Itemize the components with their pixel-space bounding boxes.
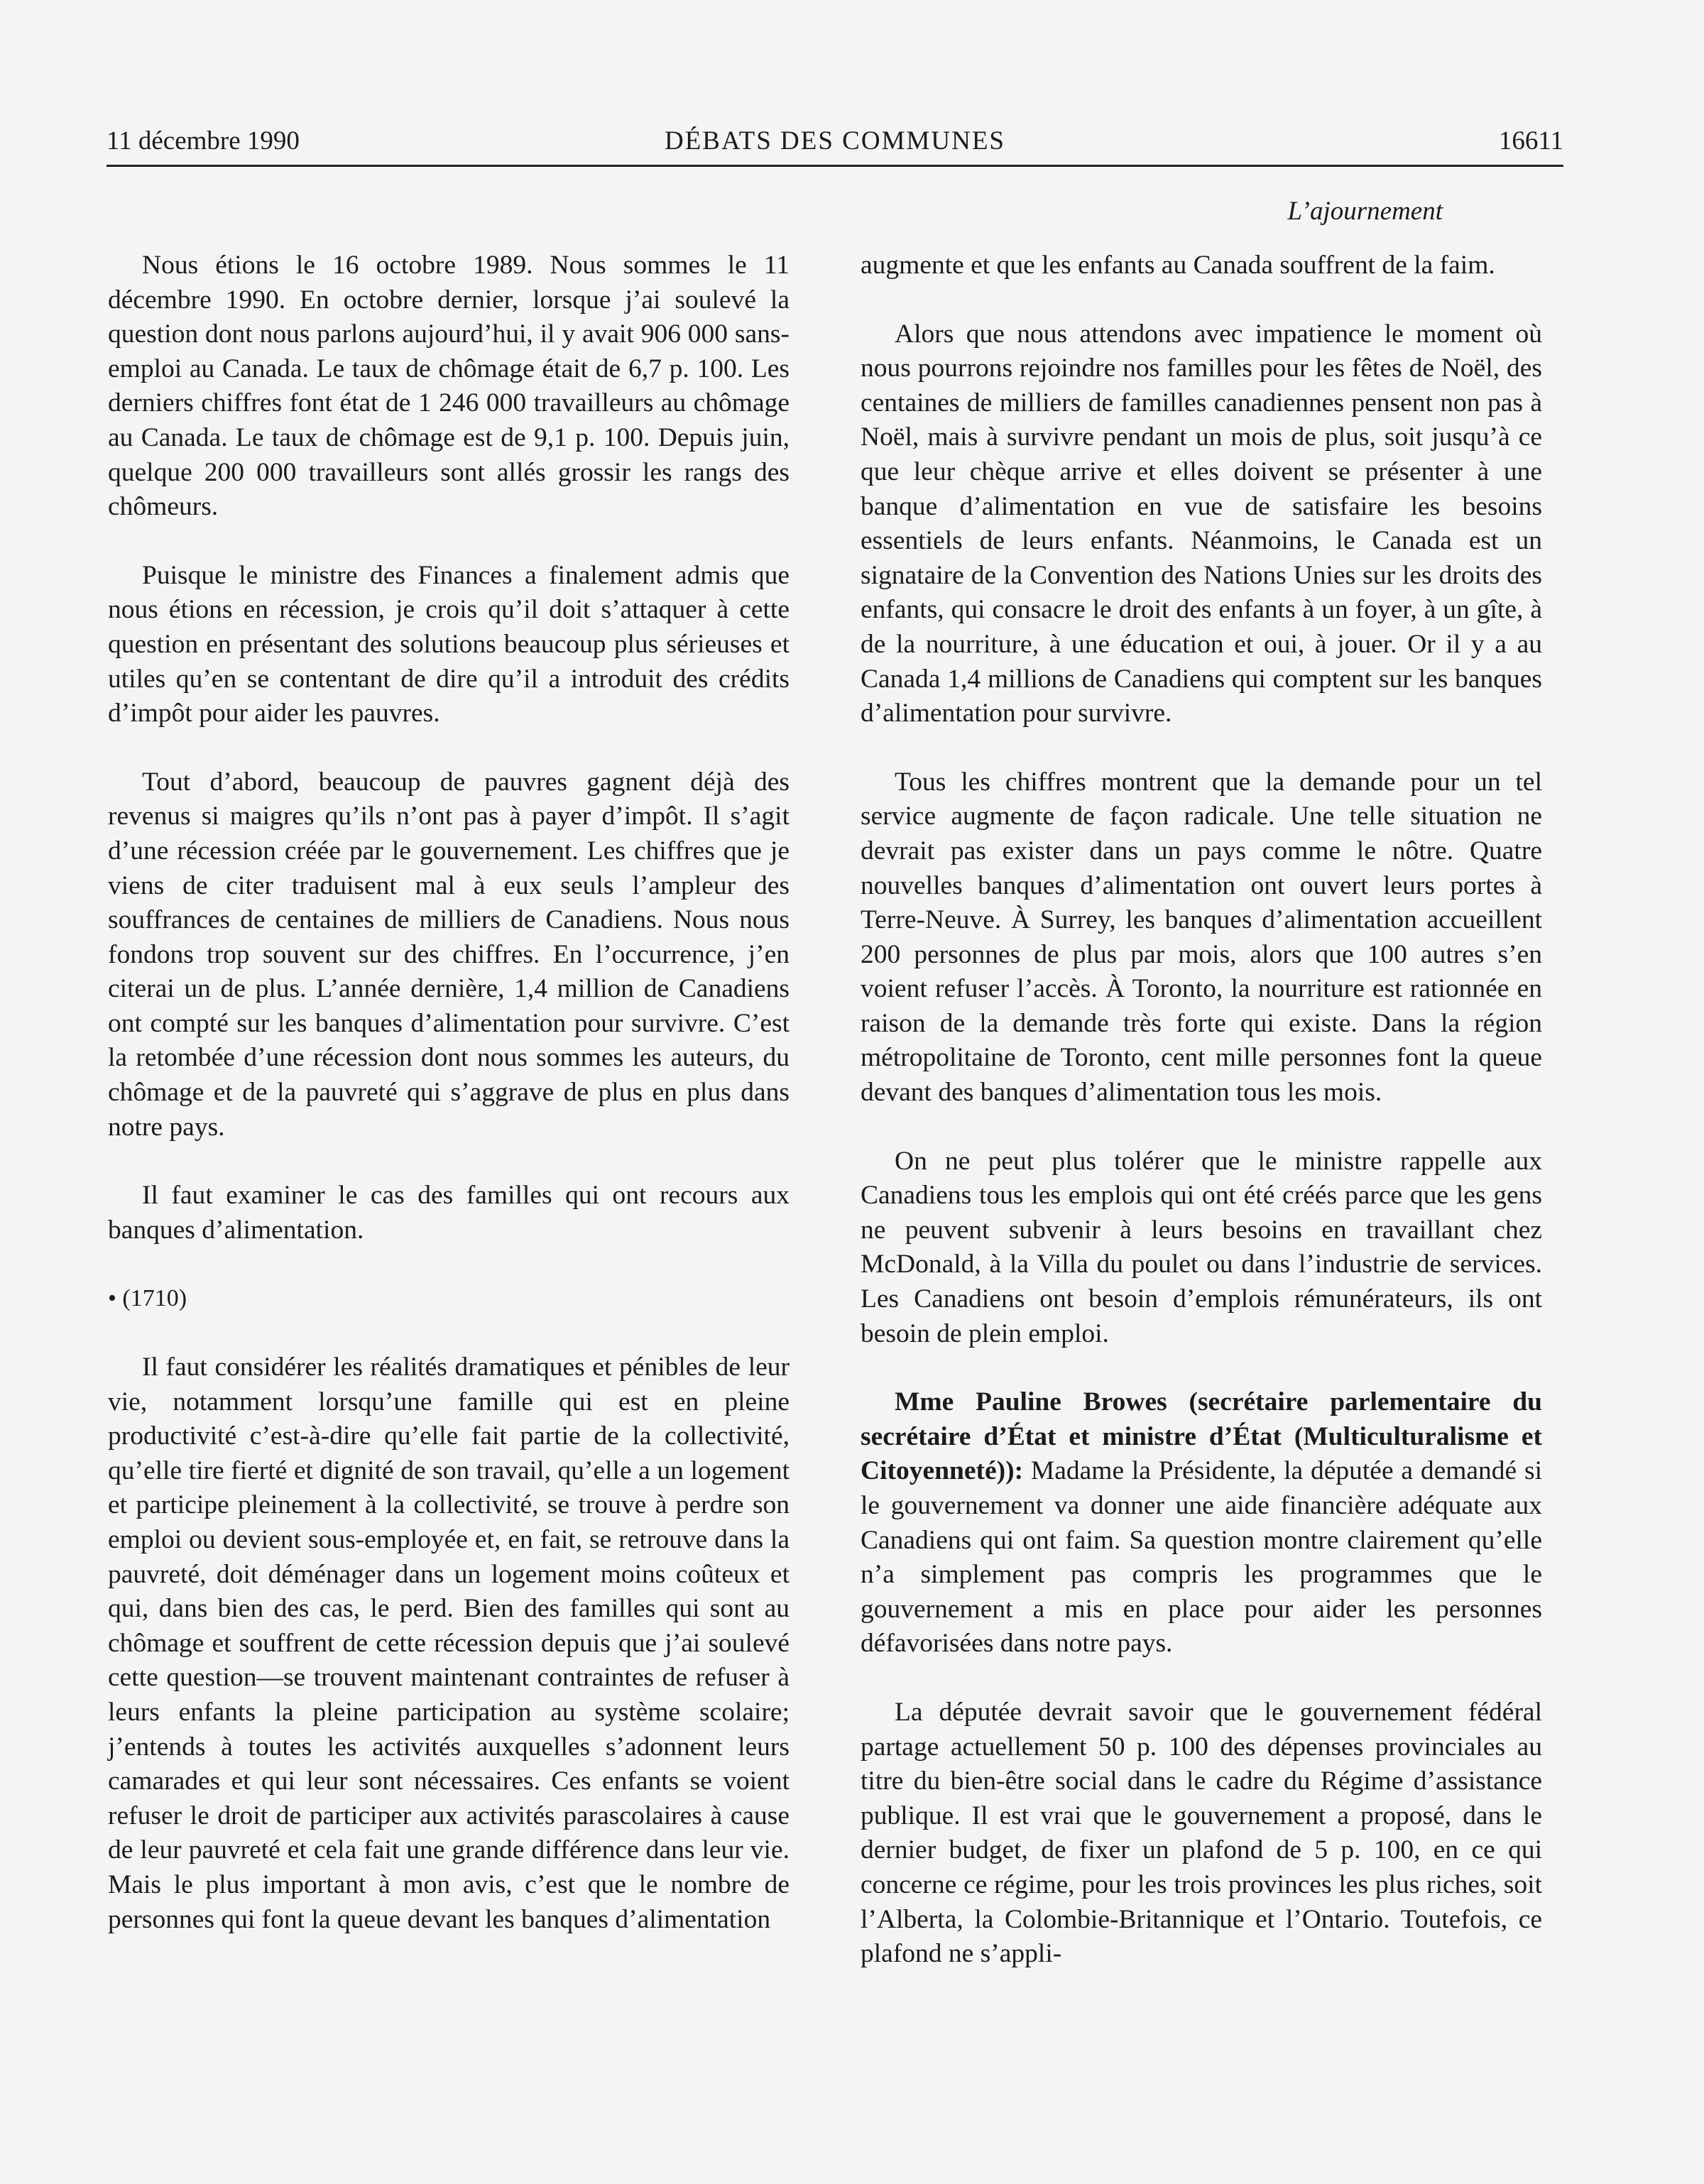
paragraph: Puisque le ministre des Finances a finalement admis que nous étions en récession, je crois qu’il doit s’attaquer à cette question en présentant des solutions beaucoup plus sérieuses et utiles qu’en se contentant de dire qu’il a introduit des crédits d’impôt pour aider les pauvres. <box>108 560 790 728</box>
page-header <box>106 122 1563 167</box>
left-column <box>108 249 790 1971</box>
header-date: 11 décembre 1990 <box>106 126 300 155</box>
running-head: L’ajournement <box>1287 197 1443 226</box>
paragraph: La députée devrait savoir que le gouvernement fédéral partage actuellement 50 p. 100 des dépenses provinciales au titre du bien-être social dans le cadre du Régime d’assistance publique. Il est vrai que le gouvernement a proposé, dans le dernier budget, de fixer un plafond de 5 p. 100, en ce qui concerne ce régime, pour les trois provinces les plus riches, soit l’Alberta, la Colombie-Britannique et l’Ontario. Toutefois, ce plafond ne s’appli- <box>861 1697 1542 1969</box>
paragraph: Tout d’abord, beaucoup de pauvres gagnent déjà des revenus si maigres qu’ils n’ont pas à payer d’impôt. Il s’agit d’une récession créée par le gouvernement. Les chiffres que je viens de citer traduisent mal à eux seuls l’ampleur des souffrances de centaines de milliers de Canadiens. Nous nous fondons trop souvent sur des chiffres. En l’occurrence, j’en citerai un de plus. L’année dernière, 1,4 million de Canadiens ont compté sur les banques d’alimentation pour survivre. C’est la retombée d’une récession dont nous sommes les auteurs, du chômage et de la pauvreté qui s’aggrave de plus en plus dans notre pays. <box>108 767 790 1142</box>
header-title: DÉBATS DES COMMUNES <box>664 126 1005 155</box>
paragraph: Nous étions le 16 octobre 1989. Nous sommes le 11 décembre 1990. En octobre dernier, lorsque j’ai soulevé la question dont nous parlons aujourd’hui, il y avait 906 000 sans-emploi au Canada. Le taux de chômage était de 6,7 p. 100. Les derniers chiffres font état de 1 246 000 travailleurs au chômage au Canada. Le taux de chômage est de 9,1 p. 100. Depuis juin, quelque 200 000 travailleurs sont allés grossir les rangs des chômeurs. <box>108 251 790 522</box>
time-marker: • (1710) <box>108 1285 187 1312</box>
paragraph: Il faut considérer les réalités dramatiques et pénibles de leur vie, notamment lorsqu’une famille qui est en pleine productivité c’est-à-dire qu’elle fait partie de la collectivité, qu’elle tire fierté et dignité de son travail, qu’elle a un logement et participe pleinement à la collectivité, se trouve à perdre son emploi ou devient sous-employée et, en fait, se retrouve dans la pauvreté, doit déménager dans un logement moins coûteux et qui, dans bien des cas, le perd. Bien des familles qui sont au chômage et souffrent de cette récession depuis que j’ai soulevé cette question—se trouvent maintenant contraintes de refuser à leurs enfants la pleine participation au système scolaire; j’entends à toutes les activités auxquelles s’adonnent leurs camarades et qui leur sont nécessaires. Ces enfants se voient refuser le droit de participer aux activités parascolaires à cause de leur pauvreté et cela fait une grande différence dans leur vie. Mais le plus important à mon avis, c’est que le nombre de personnes qui font la queue devant les banques d’alimentation <box>108 1353 790 1934</box>
speech-text: Madame la Présidente, la députée a demandé si le gouvernement va donner une aide financière adéquate aux Canadiens qui ont faim. Sa question montre clairement qu’elle n’a simplement pas compris les programmes que le gouvernement a mis en place pour aider les personnes défavorisées dans notre pays. <box>861 1456 1542 1659</box>
right-column <box>861 249 1542 2006</box>
paragraph: Il faut examiner le cas des familles qui ont recours aux banques d’alimentation. <box>108 1181 790 1245</box>
paragraph: On ne peut plus tolérer que le ministre rappelle aux Canadiens tous les emplois qui ont été créés parce que les gens ne peuvent subvenir à leurs besoins en travaillant chez McDonald, à la Villa du poulet ou dans l’industrie de services. Les Canadiens ont besoin d’emplois rémunérateurs, ils ont besoin de plein emploi. <box>861 1146 1542 1348</box>
paragraph: Alors que nous attendons avec impatience le moment où nous pourrons rejoindre nos familles pour les fêtes de Noël, des centaines de milliers de familles canadiennes pensent non pas à Noël, mais à survivre pendant un mois de plus, soit jusqu’à ce que leur chèque arrive et elles doivent se présenter à une banque d’alimentation en vue de satisfaire les besoins essentiels de leurs enfants. Néanmoins, le Canada est un signataire de la Convention des Nations Unies sur les droits des enfants, qui consacre le droit des enfants à un foyer, à un gîte, à de la nourriture, à une éducation et oui, à jouer. Or il y a au Canada 1,4 millions de Canadiens qui comptent sur les banques d’alimentation pour survivre. <box>861 319 1542 728</box>
speech-paragraph <box>861 1385 1542 1661</box>
page-number: 16611 <box>1498 126 1563 155</box>
paragraph-continuation: augmente et que les enfants au Canada souffrent de la faim. <box>861 251 1495 280</box>
paragraph: Tous les chiffres montrent que la demande pour un tel service augmente de façon radicale. Une telle situation ne devrait pas exister dans un pays comme le nôtre. Quatre nouvelles banques d’alimentation ont ouvert leurs portes à Terre-Neuve. À Surrey, les banques d’alimentation accueillent 200 personnes de plus par mois, alors que 100 autres s’en voient refuser l’accès. À Toronto, la nourriture est rationnée en raison de la demande très forte qui existe. Dans la région métropolitaine de Toronto, cent mille personnes font la queue devant des banques d’alimentation tous les mois. <box>861 767 1542 1108</box>
speaker-name: Mme Pauline Browes (secrétaire parlementaire du secrétaire d’État et ministre d’État (Multiculturalisme et Citoyenneté)): <box>861 1387 1542 1486</box>
